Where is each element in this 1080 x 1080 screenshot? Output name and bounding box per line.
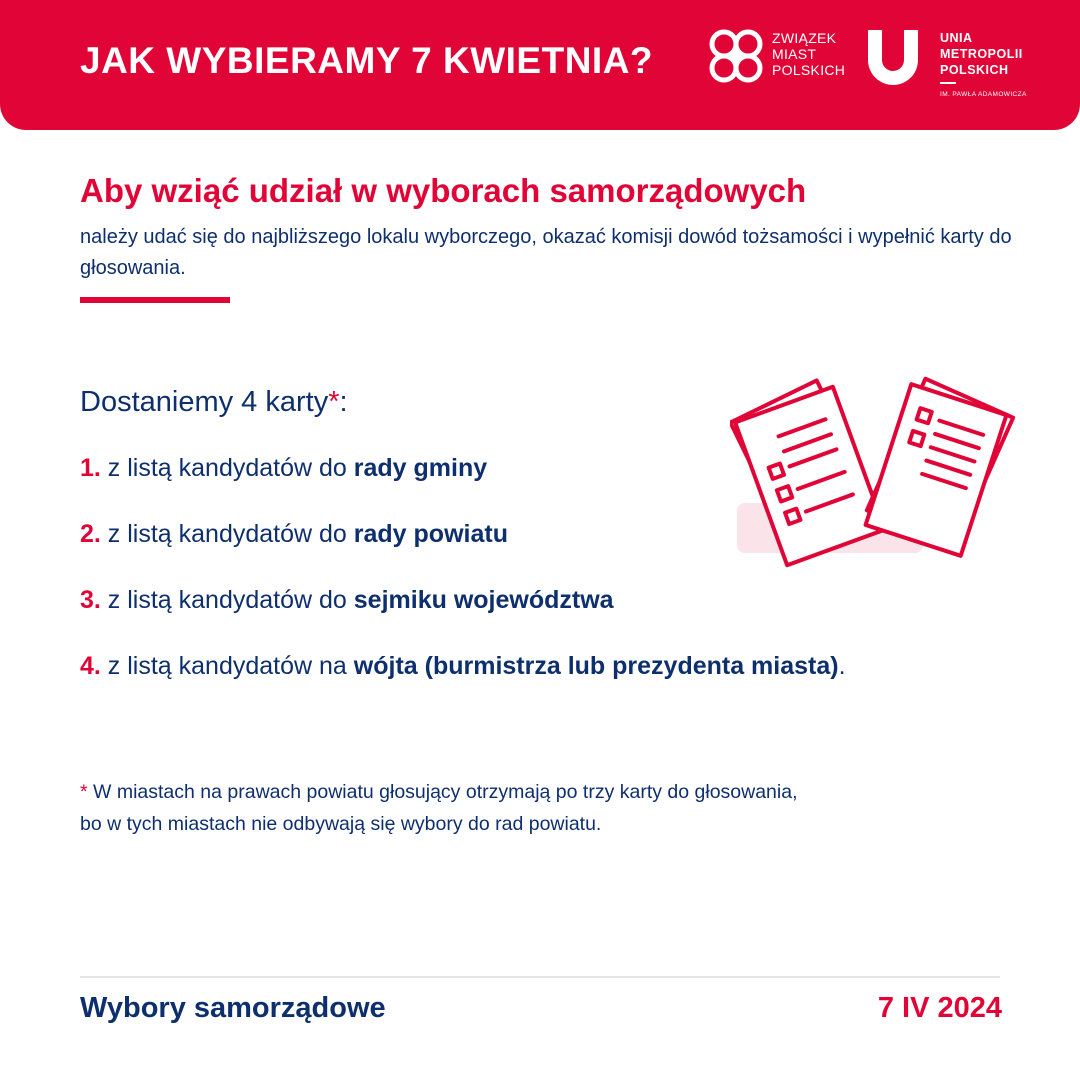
footer-date: 7 IV 2024 bbox=[877, 992, 1002, 1024]
accent-divider bbox=[80, 297, 230, 303]
ump-u-icon bbox=[864, 28, 922, 86]
footnote-line-1 bbox=[80, 776, 1020, 808]
list-item-bold: rady powiatu bbox=[353, 520, 508, 548]
intro-body: należy udać się do najbliższego lokalu wyborczego, okazać komisji dowód tożsamości i wypełnić karty do głosowania. bbox=[80, 226, 1012, 279]
list-item bbox=[80, 454, 487, 483]
cards-heading bbox=[80, 386, 348, 419]
list-item-bold: rady gminy bbox=[353, 454, 488, 482]
footer-divider bbox=[80, 976, 1000, 978]
zmp-logo-line: POLSKICH bbox=[772, 62, 846, 78]
list-item-suffix: . bbox=[838, 652, 846, 680]
footnote bbox=[80, 776, 1020, 840]
ump-logo-line: POLSKICH bbox=[940, 63, 1009, 77]
list-item-number: 1. bbox=[80, 454, 101, 482]
list-item-number: 4. bbox=[80, 652, 101, 680]
ballot-cards-icon bbox=[730, 360, 1020, 570]
footnote-marker: * bbox=[80, 781, 88, 803]
list-item-text: z listą kandydatów na bbox=[100, 652, 354, 680]
list-item bbox=[80, 520, 508, 549]
ump-logo-line: UNIA bbox=[940, 31, 973, 45]
footnote-marker: * bbox=[328, 386, 340, 418]
list-item-text: z listą kandydatów do bbox=[100, 520, 354, 548]
ump-logo-divider bbox=[940, 82, 956, 84]
intro-headline: Aby wziąć udział w wyborach samorządowych bbox=[80, 172, 807, 209]
zmp-logo-line: MIAST bbox=[772, 46, 817, 62]
header-banner bbox=[0, 0, 1080, 130]
zmp-knot-icon bbox=[706, 26, 766, 86]
list-item-number: 2. bbox=[80, 520, 101, 548]
cards-heading-suffix: : bbox=[339, 386, 348, 418]
ump-logo-text bbox=[940, 30, 1023, 78]
zmp-logo-line: ZWIĄZEK bbox=[772, 30, 837, 46]
list-item bbox=[80, 652, 846, 681]
list-item-bold: sejmiku województwa bbox=[353, 586, 614, 614]
list-item bbox=[80, 586, 614, 615]
list-item-bold: wójta (burmistrza lub prezydenta miasta) bbox=[353, 652, 839, 680]
footnote-text: W miastach na prawach powiatu głosujący otrzymają po trzy karty do głosowania, bbox=[87, 781, 798, 803]
zmp-logo-text bbox=[772, 30, 845, 78]
ump-logo-subtitle: IM. PAWŁA ADAMOWICZA bbox=[940, 91, 1027, 98]
footer-label: Wybory samorządowe bbox=[80, 992, 386, 1024]
ump-logo-line: METROPOLII bbox=[940, 47, 1023, 61]
list-item-text: z listą kandydatów do bbox=[100, 454, 354, 482]
list-item-number: 3. bbox=[80, 586, 101, 614]
list-item-text: z listą kandydatów do bbox=[100, 586, 354, 614]
cards-heading-text: Dostaniemy 4 karty bbox=[80, 386, 329, 418]
footnote-line-2: bo w tych miastach nie odbywają się wybory do rad powiatu. bbox=[80, 813, 602, 835]
page-title: JAK WYBIERAMY 7 KWIETNIA? bbox=[80, 40, 654, 81]
